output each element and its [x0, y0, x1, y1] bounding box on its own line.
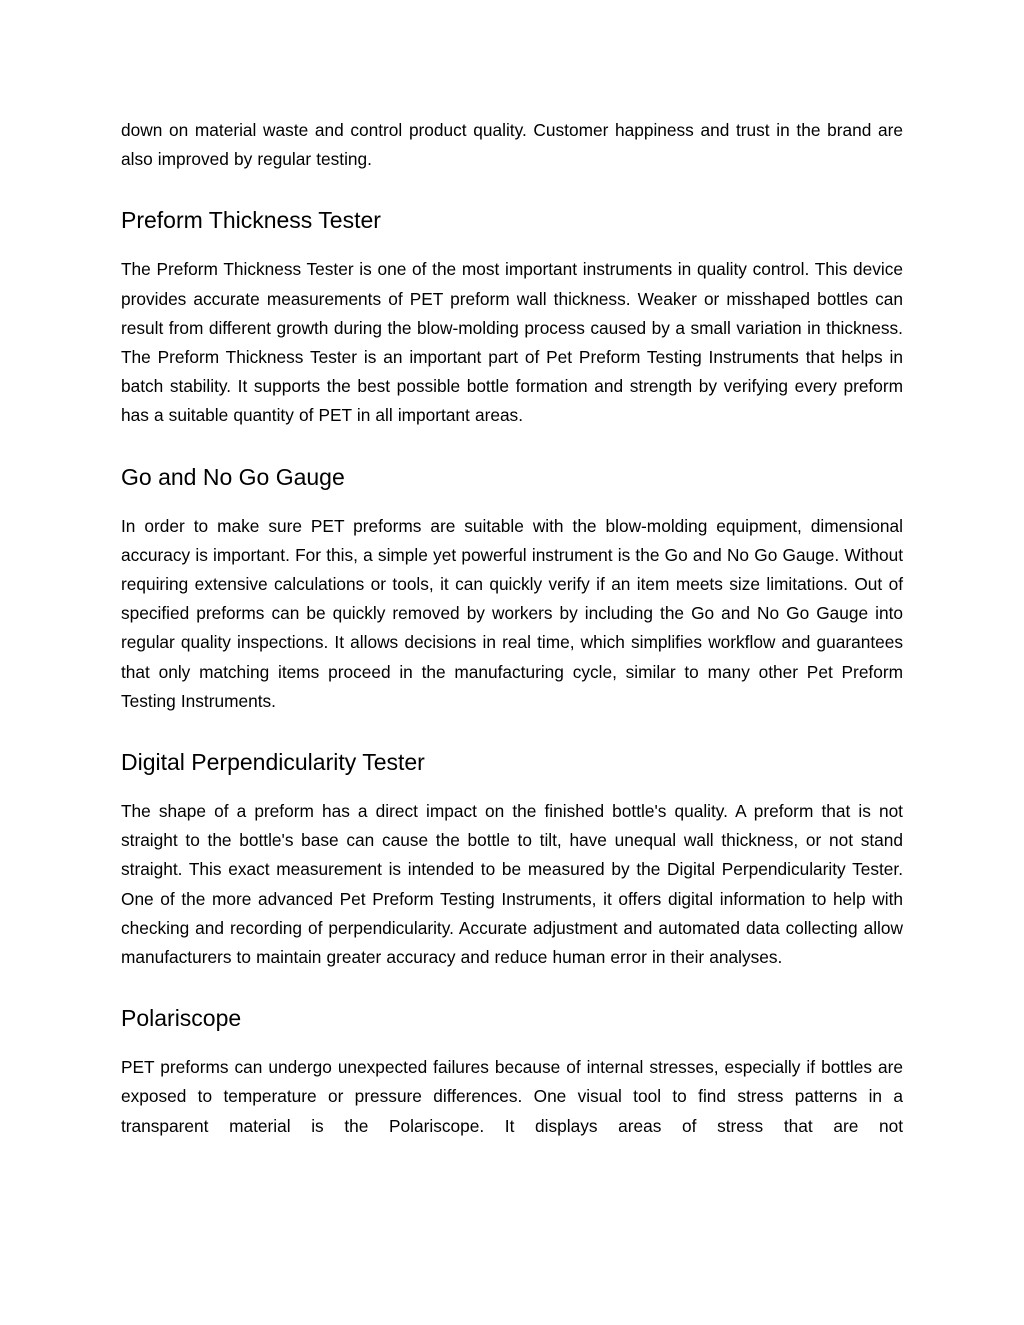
paragraph-go-no-go-gauge: In order to make sure PET preforms are suitable with the blow-molding equipment, dimensional accuracy is important. For this, a simple yet powerful instrument is the Go and No Go Gauge. Without requiring extensive calculations or tools, it can quickly verify if an item meets size limitations. Out of specified preforms can be quickly removed by workers by including the Go and No Go Gauge into regular quality inspections. It allows decisions in real time, which simplifies workflow and guarantees that only matching items proceed in the manufacturing cycle, similar to many other Pet Preform Testing Instruments.: [121, 515, 903, 711]
paragraph-digital-perpendicularity-tester: The shape of a preform has a direct impact on the finished bottle's quality. A preform that is not straight to the bottle's base can cause the bottle to tilt, have unequal wall thickness, or not stand straight. This exact measurement is intended to be measured by the Digital Perpendicularity Tester. One of the more advanced Pet Preform Testing Instruments, it offers digital information to help with checking and recording of perpendicularity. Accurate adjustment and automated data collecting allow manufacturers to maintain greater accuracy and reduce human error in their analyses.: [121, 801, 903, 968]
heading-preform-thickness-tester: Preform Thickness Tester: [121, 207, 381, 234]
paragraph-polariscope: PET preforms can undergo unexpected failures because of internal stresses, especially if bottles are exposed to temperature or pressure differences. One visual tool to find stress patterns in a transparent material is the Polariscope. It displays areas of stress that are not: [121, 1057, 903, 1136]
paragraph-preform-thickness-tester: The Preform Thickness Tester is one of the most important instruments in quality control. This device provides accurate measurements of PET preform wall thickness. Weaker or misshaped bottles can result from different growth during the blow-molding process caused by a small variation in thickness. The Preform Thickness Tester is an important part of Pet Preform Testing Instruments that helps in batch stability. It supports the best possible bottle formation and strength by verifying every preform has a suitable quantity of PET in all important areas.: [121, 259, 903, 426]
document-page: [121, 116, 903, 1141]
intro-paragraph: down on material waste and control product quality. Customer happiness and trust in the brand are also improved by regular testing.: [121, 120, 903, 170]
heading-digital-perpendicularity-tester: Digital Perpendicularity Tester: [121, 749, 425, 776]
heading-go-no-go-gauge: Go and No Go Gauge: [121, 463, 345, 490]
heading-polariscope: Polariscope: [121, 1005, 242, 1032]
